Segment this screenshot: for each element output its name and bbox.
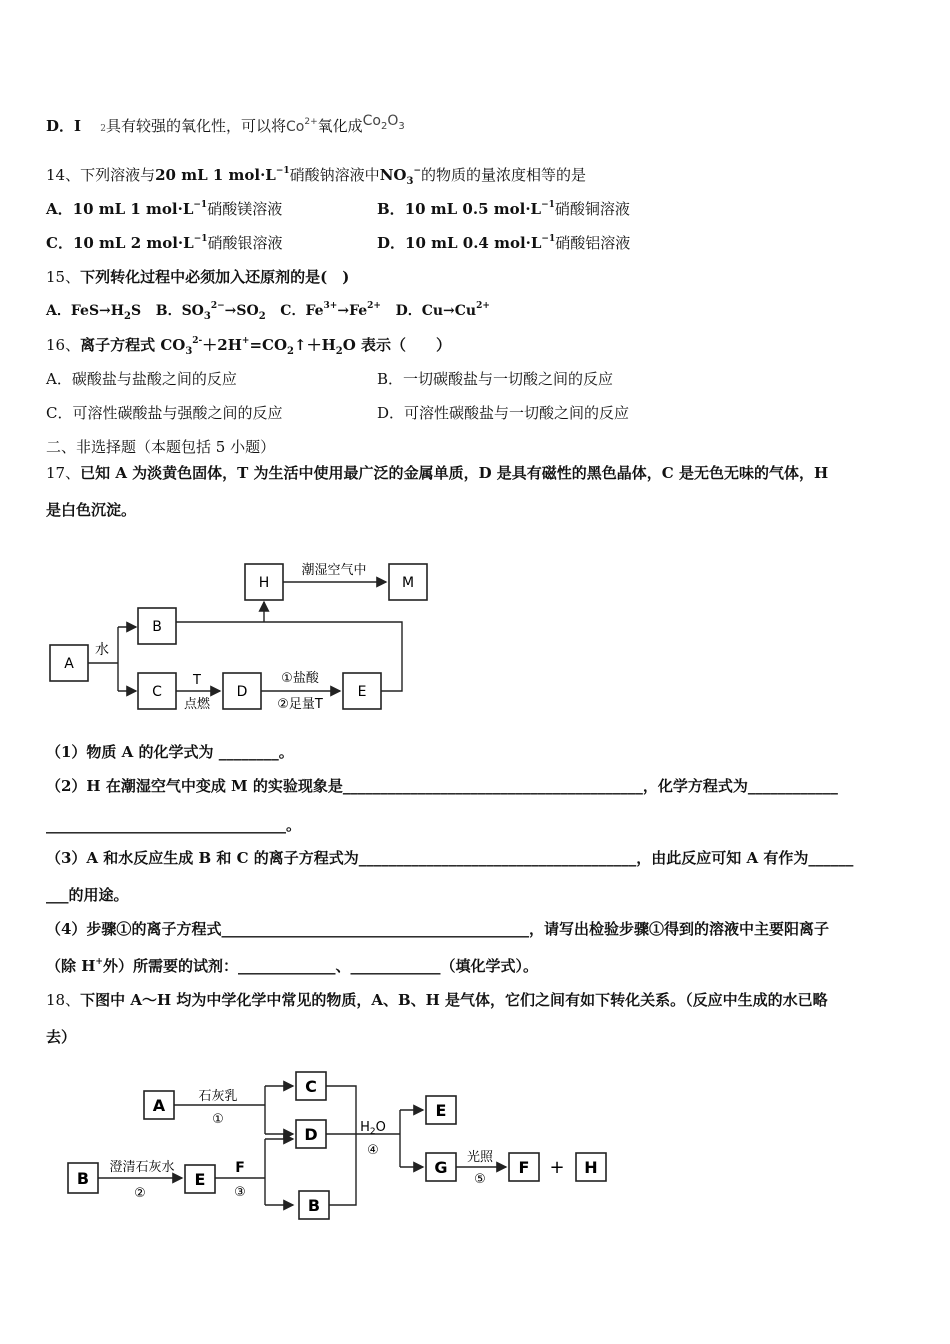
q18-label-f-reagent: F [235,1160,245,1176]
q17-label-m: M [401,575,415,591]
q18-flow-diagram [60,1065,620,1230]
q17-label-h: H [258,575,270,591]
q18-label-c2: ② [134,1186,146,1201]
q14-options-row1 [46,199,906,219]
q18-label-light: 光照 [466,1150,494,1165]
q16-options-row2 [46,403,906,423]
q14-option-a: A．10 mL 1 $mol\cdot L^{-1}$硝酸镁溶液 [46,200,283,218]
q17-part2-line2: ________________________________。 [46,816,302,834]
q14-options-row2 [46,233,906,253]
q17-part2-line1: （2）H 在潮湿空气中变成 M 的实验现象是________________________________________，化学方程式为____________ [46,777,838,795]
section-2-heading: 二、非选择题（本题包括 5 小题） [46,438,276,456]
q18-label-e-left: E [194,1170,206,1189]
q16-stem: 16、离子方程式 $CO_3^{2-}+2H^+=CO_2↑+H_2O$ 表示（ ） [46,336,452,357]
q18-label-g: G [434,1158,448,1177]
q15-option-c: C．$Fe^{3+}\to Fe^{2+}$ [280,301,381,319]
q18-stem-line2: 去） [46,1028,77,1046]
q13-option-d: D．I 2具有较强的氧化性，可以将$Co^{2+}$氧化成$Co_2O_3$ [46,113,405,135]
q18-label-b: B [76,1169,90,1188]
q17-part4-line2: （除 H+外）所需要的试剂：_____________、____________（填化学式）。 [46,957,538,975]
q17-label-b: B [152,619,162,635]
q14-option-c: C．10 mL 2 $mol\cdot L^{-1}$硝酸银溶液 [46,234,283,252]
q17-label-a: A [64,656,74,672]
q17-label-humid-air: 潮湿空气中 [301,563,367,578]
q18-label-c5: ⑤ [474,1172,486,1187]
q15-stem: 15、下列转化过程中必须加入还原剂的是( ) [46,268,350,286]
q17-label-c: C [152,684,162,700]
q17-part1: （1）物质 A 的化学式为 ________。 [46,743,294,761]
q15-option-b: B．$SO_3^{2-}\to SO_2$ [155,301,266,322]
q18-label-c: C [305,1077,317,1096]
q18-label-water: $H_2O$ [360,1120,386,1137]
q17-label-step2: ②足量T [277,697,323,712]
q17-label-d: D [236,684,248,700]
q15-option-a: A．$FeS\to H_2S$ [46,303,142,322]
q17-stem-line1: 17、已知 A 为淡黄色固体，T 为生活中使用最广泛的金属单质，D 是具有磁性的黑色晶体，C 是无色无味的气体，H [46,464,829,482]
q17-label-water: 水 [95,642,109,658]
q18-stem-line1: 18、下图中 A～H 均为中学化学中常见的物质，A、B、H 是气体，它们之间有如下转化关系。（反应中生成的水已略 [46,991,828,1009]
q17-stem-line2: 是白色沉淀。 [46,501,137,519]
q17-flow-diagram [40,550,440,720]
q14-stem: 14、下列溶液与20 mL 1 $mol\cdot L^{-1}$硝酸钠溶液中$NO_3^-$的物质的量浓度相等的是 [46,166,586,187]
q16-options-row1 [46,369,906,389]
q17-part4-line1: （4）步骤①的离子方程式_________________________________________，请写出检验步骤①得到的溶液中主要阳离子 [46,920,829,938]
q16-option-a: A．碳酸盐与盐酸之间的反应 [46,370,237,388]
q18-label-b-lower: B [307,1196,321,1215]
q15-option-d: D．$Cu\to Cu^{2+}$ [395,301,490,319]
q18-label-e-right: E [435,1101,447,1120]
q16-option-b: B．一切碳酸盐与一切酸之间的反应 [377,370,614,388]
q18-label-c3: ③ [234,1185,246,1200]
q17-label-t: T [193,673,201,688]
q18-label-a: A [152,1096,166,1115]
q18-label-d: D [304,1125,318,1144]
q14-option-b: B．10 mL 0.5 $mol\cdot L^{-1}$硝酸铜溶液 [377,200,630,218]
q18-label-plus: + [549,1157,565,1178]
q16-option-d: D．可溶性碳酸盐与一切酸之间的反应 [377,404,630,422]
q18-label-lime-milk: 石灰乳 [198,1089,238,1104]
q17-label-ignite: 点燃 [183,697,211,712]
q17-part3-line2: ___的用途。 [46,886,129,904]
q18-label-c4: ④ [367,1143,379,1158]
q14-option-d: D．10 mL 0.4 $mol\cdot L^{-1}$硝酸铝溶液 [377,234,631,252]
q16-option-c: C．可溶性碳酸盐与强酸之间的反应 [46,404,283,422]
q17-label-step1: ①盐酸 [281,671,319,686]
q18-label-clear-lime: 澄清石灰水 [109,1160,175,1175]
q18-label-h: H [584,1158,598,1177]
q17-part3-line1: （3）A 和水反应生成 B 和 C 的离子方程式为_____________________________________，由此反应可知 A 有作为______ [46,849,854,867]
q18-label-f: F [518,1158,530,1177]
q18-label-c1: ① [212,1112,224,1127]
q17-label-e: E [357,684,367,700]
q15-options [46,301,490,321]
